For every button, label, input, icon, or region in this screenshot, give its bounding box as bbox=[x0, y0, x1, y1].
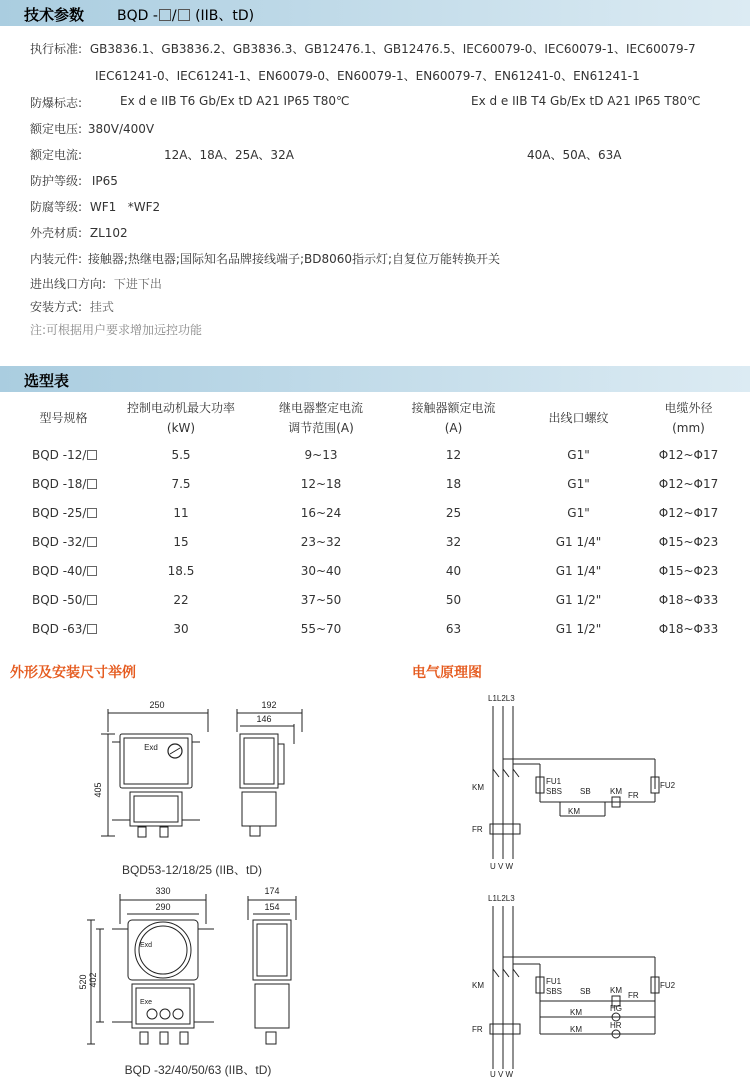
table-cell bbox=[641, 440, 736, 469]
header-thread: 出线口螺纹 bbox=[548, 411, 609, 425]
cell-text: G1" bbox=[567, 476, 590, 491]
cell-text: G1 1/2" bbox=[555, 621, 602, 636]
header-cable-unit: (mm) bbox=[672, 421, 705, 435]
table-cell bbox=[111, 440, 251, 469]
table-cell bbox=[111, 614, 251, 643]
dim-d1-side-1: 192 bbox=[261, 700, 277, 710]
circuit2-sb: SB bbox=[580, 987, 591, 996]
circuit-title: 电气原理图 bbox=[412, 665, 482, 681]
cell-text: 16~24 bbox=[300, 505, 342, 520]
table-cell bbox=[391, 469, 516, 498]
install-value: 挂式 bbox=[89, 300, 114, 314]
header-contactor: 接触器额定电流 bbox=[411, 401, 496, 415]
parts-value: 接触器;热继电器;国际知名品牌接线端子;BD8060指示灯;自复位万能转换开关 bbox=[87, 252, 501, 266]
circuit2-hg: HG bbox=[610, 1004, 622, 1013]
cell-text: 22 bbox=[173, 592, 189, 607]
standards-line1: GB3836.1、GB3836.2、GB3836.3、GB12476.1、GB12476.5、IEC60079-0、IEC60079-1、IEC60079-7 bbox=[89, 42, 696, 56]
placeholder-box bbox=[87, 450, 97, 460]
corrosion-value: WF1 *WF2 bbox=[89, 200, 161, 214]
enclosure-front-view-large bbox=[87, 894, 296, 1044]
note: 注:可根据用户要求增加远控功能 bbox=[30, 323, 203, 337]
circuit-diagrams bbox=[460, 684, 720, 1079]
dim-d1-width: 250 bbox=[149, 700, 165, 710]
cell-text: 63 bbox=[445, 621, 462, 636]
header-relay: 继电器整定电流 bbox=[278, 401, 363, 415]
cell-text: 30~40 bbox=[300, 563, 342, 578]
table-cell bbox=[111, 527, 251, 556]
model-cell bbox=[16, 440, 111, 469]
cell-text: G1 1/2" bbox=[555, 592, 602, 607]
table-cell bbox=[516, 556, 641, 585]
placeholder-box bbox=[87, 595, 97, 605]
cell-text: BQD -32/ bbox=[32, 534, 87, 549]
dim-d2-side-2: 154 bbox=[264, 902, 280, 912]
protection-row bbox=[30, 172, 118, 189]
circuit2-hr: HR bbox=[610, 1021, 622, 1030]
placeholder-box bbox=[178, 9, 190, 21]
cell-text: 9~13 bbox=[304, 447, 338, 462]
model-cell bbox=[16, 469, 111, 498]
placeholder-box bbox=[87, 624, 97, 634]
current-label: 额定电流: bbox=[30, 148, 83, 162]
label-exd-2: Exd bbox=[139, 942, 153, 949]
table-cell bbox=[516, 440, 641, 469]
cell-text: 11 bbox=[173, 505, 189, 520]
cell-text: 12~18 bbox=[300, 476, 342, 491]
caption-drawing-2: BQD -32/40/50/63 (IIB、tD) bbox=[124, 1063, 272, 1077]
header-cable: 电缆外径 bbox=[664, 401, 713, 415]
table-cell bbox=[391, 614, 516, 643]
voltage-value: 380V/400V bbox=[87, 122, 155, 136]
current-1: 12A、18A、25A、32A bbox=[164, 148, 294, 162]
corrosion-label: 防腐等级: bbox=[30, 200, 83, 214]
cell-text: 23~32 bbox=[300, 534, 342, 549]
install-row bbox=[30, 298, 114, 315]
circuit2-fr2: FR bbox=[628, 991, 639, 1000]
cell-text: Φ12~Φ17 bbox=[658, 447, 719, 462]
table-cell bbox=[641, 556, 736, 585]
tech-title: 技术参数 bbox=[24, 6, 85, 24]
inlet-label: 进出线口方向: bbox=[30, 277, 107, 291]
selection-header-bar bbox=[0, 366, 750, 392]
header-model: 型号规格 bbox=[39, 411, 88, 425]
circuit1-km: KM bbox=[472, 783, 484, 792]
table-cell bbox=[111, 556, 251, 585]
corrosion-row bbox=[30, 198, 160, 215]
placeholder-box bbox=[87, 566, 97, 576]
cell-text: 40 bbox=[445, 563, 462, 578]
table-cell bbox=[516, 498, 641, 527]
table-cell bbox=[251, 556, 391, 585]
dim-d1-height: 405 bbox=[93, 782, 103, 798]
table-cell bbox=[641, 498, 736, 527]
standards-label: 执行标准: bbox=[30, 42, 83, 56]
cell-text: 50 bbox=[445, 592, 462, 607]
circuit1-km2: KM bbox=[610, 787, 622, 796]
exmark-row bbox=[30, 94, 82, 111]
dim-d1-side-2: 146 bbox=[256, 714, 272, 724]
table-cell bbox=[391, 440, 516, 469]
table-row bbox=[16, 527, 736, 556]
shell-row bbox=[30, 224, 128, 241]
table-cell bbox=[391, 527, 516, 556]
table-cell bbox=[251, 440, 391, 469]
cell-text: BQD -12/ bbox=[32, 447, 87, 462]
selection-table bbox=[16, 396, 736, 643]
circuit2-km: KM bbox=[472, 981, 484, 990]
model-cell bbox=[16, 556, 111, 585]
standards-row bbox=[30, 40, 696, 57]
table-cell bbox=[641, 527, 736, 556]
cell-text: 30 bbox=[173, 621, 189, 636]
exmark-1: Ex d e IIB T6 Gb/Ex tD A21 IP65 T80℃ bbox=[120, 94, 350, 108]
header-power-unit: (kW) bbox=[166, 421, 196, 435]
model-cell bbox=[16, 614, 111, 643]
circuit1-sb: SB bbox=[580, 787, 591, 796]
cell-text: G1" bbox=[567, 505, 590, 520]
install-label: 安装方式: bbox=[30, 300, 83, 314]
circuit2-fu1: FU1 bbox=[546, 977, 562, 986]
exmark-2: Ex d e IIB T4 Gb/Ex tD A21 IP65 T80℃ bbox=[471, 94, 701, 108]
table-cell bbox=[641, 585, 736, 614]
circuit1-sbs: SBS bbox=[546, 787, 563, 796]
cell-text: G1" bbox=[567, 447, 590, 462]
inlet-value: 下进下出 bbox=[113, 277, 162, 291]
cell-text: 32 bbox=[445, 534, 462, 549]
model-suffix: (IIB、tD) bbox=[195, 8, 255, 24]
circuit2-km4: KM bbox=[570, 1025, 582, 1034]
table-row bbox=[16, 556, 736, 585]
model-prefix: BQD - bbox=[117, 8, 158, 24]
cell-text: Φ12~Φ17 bbox=[658, 476, 719, 491]
table-cell bbox=[391, 556, 516, 585]
dim-d2-side-1: 174 bbox=[264, 886, 280, 896]
circuit2-lines-bottom: U V W bbox=[490, 1070, 514, 1079]
current-2: 40A、50A、63A bbox=[527, 148, 622, 162]
table-cell bbox=[391, 498, 516, 527]
circuit-diagram-2 bbox=[490, 906, 659, 1069]
table-cell bbox=[111, 585, 251, 614]
table-cell bbox=[516, 585, 641, 614]
shell-value: ZL102 bbox=[89, 226, 128, 240]
label-exe: Exe bbox=[139, 999, 153, 1006]
model-cell bbox=[16, 585, 111, 614]
table-row bbox=[16, 498, 736, 527]
circuit1-fu1: FU1 bbox=[546, 777, 562, 786]
circuit-diagram-1 bbox=[490, 706, 659, 859]
cell-text: Φ12~Φ17 bbox=[658, 505, 719, 520]
table-row bbox=[16, 614, 736, 643]
table-cell bbox=[111, 498, 251, 527]
table-cell bbox=[641, 614, 736, 643]
dim-d2-h1: 520 bbox=[78, 974, 88, 990]
table-cell bbox=[111, 469, 251, 498]
cell-text: G1 1/4" bbox=[555, 534, 602, 549]
table-cell bbox=[251, 585, 391, 614]
parts-label: 内装元件: bbox=[30, 252, 83, 266]
col-power bbox=[111, 396, 251, 440]
table-cell bbox=[641, 469, 736, 498]
header-contactor-unit: (A) bbox=[444, 421, 463, 435]
circuit2-fu2: FU2 bbox=[660, 981, 676, 990]
circuit2-km3: KM bbox=[570, 1008, 582, 1017]
enclosure-front-view-small bbox=[101, 709, 302, 837]
table-row bbox=[16, 440, 736, 469]
placeholder-box bbox=[87, 479, 97, 489]
placeholder-box bbox=[87, 508, 97, 518]
parts-row bbox=[30, 250, 500, 267]
cell-text: 18 bbox=[445, 476, 462, 491]
model-cell bbox=[16, 527, 111, 556]
circuit2-lines-top: L1L2L3 bbox=[488, 894, 515, 903]
col-contactor bbox=[391, 396, 516, 440]
cell-text: 25 bbox=[445, 505, 462, 520]
standards-line2: IEC61241-0、IEC61241-1、EN60079-0、EN60079-1、EN60079-7、EN61241-0、EN61241-1 bbox=[95, 69, 640, 83]
table-header-row bbox=[16, 396, 736, 440]
circuit1-fr2: FR bbox=[628, 791, 639, 800]
tech-header-bar bbox=[0, 0, 750, 26]
table-cell bbox=[251, 527, 391, 556]
cell-text: 18.5 bbox=[167, 563, 195, 578]
protection-label: 防护等级: bbox=[30, 174, 83, 188]
cell-text: Φ15~Φ23 bbox=[658, 563, 719, 578]
shell-label: 外壳材质: bbox=[30, 226, 83, 240]
table-cell bbox=[251, 498, 391, 527]
table-cell bbox=[516, 469, 641, 498]
col-model bbox=[16, 396, 111, 440]
dimension-drawings bbox=[0, 684, 380, 1079]
circuit1-lines-bottom: U V W bbox=[490, 862, 514, 871]
table-cell bbox=[516, 614, 641, 643]
header-power: 控制电动机最大功率 bbox=[126, 401, 235, 415]
cell-text: 15 bbox=[173, 534, 189, 549]
caption-drawing-1: BQD53-12/18/25 (IIB、tD) bbox=[121, 863, 263, 877]
dims-title: 外形及安装尺寸举例 bbox=[10, 665, 136, 681]
dim-d2-w1: 330 bbox=[155, 886, 171, 896]
table-row bbox=[16, 585, 736, 614]
label-exd-1: Exd bbox=[144, 743, 158, 752]
protection-value: IP65 bbox=[91, 174, 118, 188]
cell-text: BQD -25/ bbox=[32, 505, 87, 520]
col-cable bbox=[641, 396, 736, 440]
model-code: BQD - / (IIB、tD) bbox=[117, 8, 255, 24]
cell-text: 37~50 bbox=[300, 592, 342, 607]
model-cell bbox=[16, 498, 111, 527]
placeholder-box bbox=[159, 9, 171, 21]
selection-title: 选型表 bbox=[24, 372, 70, 390]
cell-text: BQD -40/ bbox=[32, 563, 87, 578]
header-relay-range: 调节范围(A) bbox=[288, 421, 354, 435]
circuit1-fu2: FU2 bbox=[660, 781, 676, 790]
circuit2-sbs: SBS bbox=[546, 987, 563, 996]
cell-text: Φ18~Φ33 bbox=[658, 621, 719, 636]
cell-text: 7.5 bbox=[171, 476, 191, 491]
cell-text: G1 1/4" bbox=[555, 563, 602, 578]
voltage-row bbox=[30, 120, 154, 137]
dim-d2-w2: 290 bbox=[155, 902, 171, 912]
circuit1-km3: KM bbox=[568, 807, 580, 816]
circuit2-km2: KM bbox=[610, 986, 622, 995]
col-relay bbox=[251, 396, 391, 440]
voltage-label: 额定电压: bbox=[30, 122, 83, 136]
cell-text: 55~70 bbox=[300, 621, 342, 636]
cell-text: BQD -63/ bbox=[32, 621, 87, 636]
current-row bbox=[30, 146, 82, 163]
circuit1-lines-top: L1L2L3 bbox=[488, 694, 515, 703]
table-cell bbox=[391, 585, 516, 614]
cell-text: Φ15~Φ23 bbox=[658, 534, 719, 549]
cell-text: BQD -50/ bbox=[32, 592, 87, 607]
dim-d2-h2: 402 bbox=[88, 972, 98, 988]
cell-text: Φ18~Φ33 bbox=[658, 592, 719, 607]
cell-text: BQD -18/ bbox=[32, 476, 87, 491]
table-cell bbox=[251, 614, 391, 643]
circuit1-fr: FR bbox=[472, 825, 483, 834]
table-row bbox=[16, 469, 736, 498]
circuit2-fr: FR bbox=[472, 1025, 483, 1034]
table-cell bbox=[516, 527, 641, 556]
placeholder-box bbox=[87, 537, 97, 547]
cell-text: 5.5 bbox=[171, 447, 191, 462]
col-thread bbox=[516, 396, 641, 440]
inlet-row bbox=[30, 275, 162, 292]
table-cell bbox=[251, 469, 391, 498]
cell-text: 12 bbox=[445, 447, 462, 462]
exmark-label: 防爆标志: bbox=[30, 96, 83, 110]
